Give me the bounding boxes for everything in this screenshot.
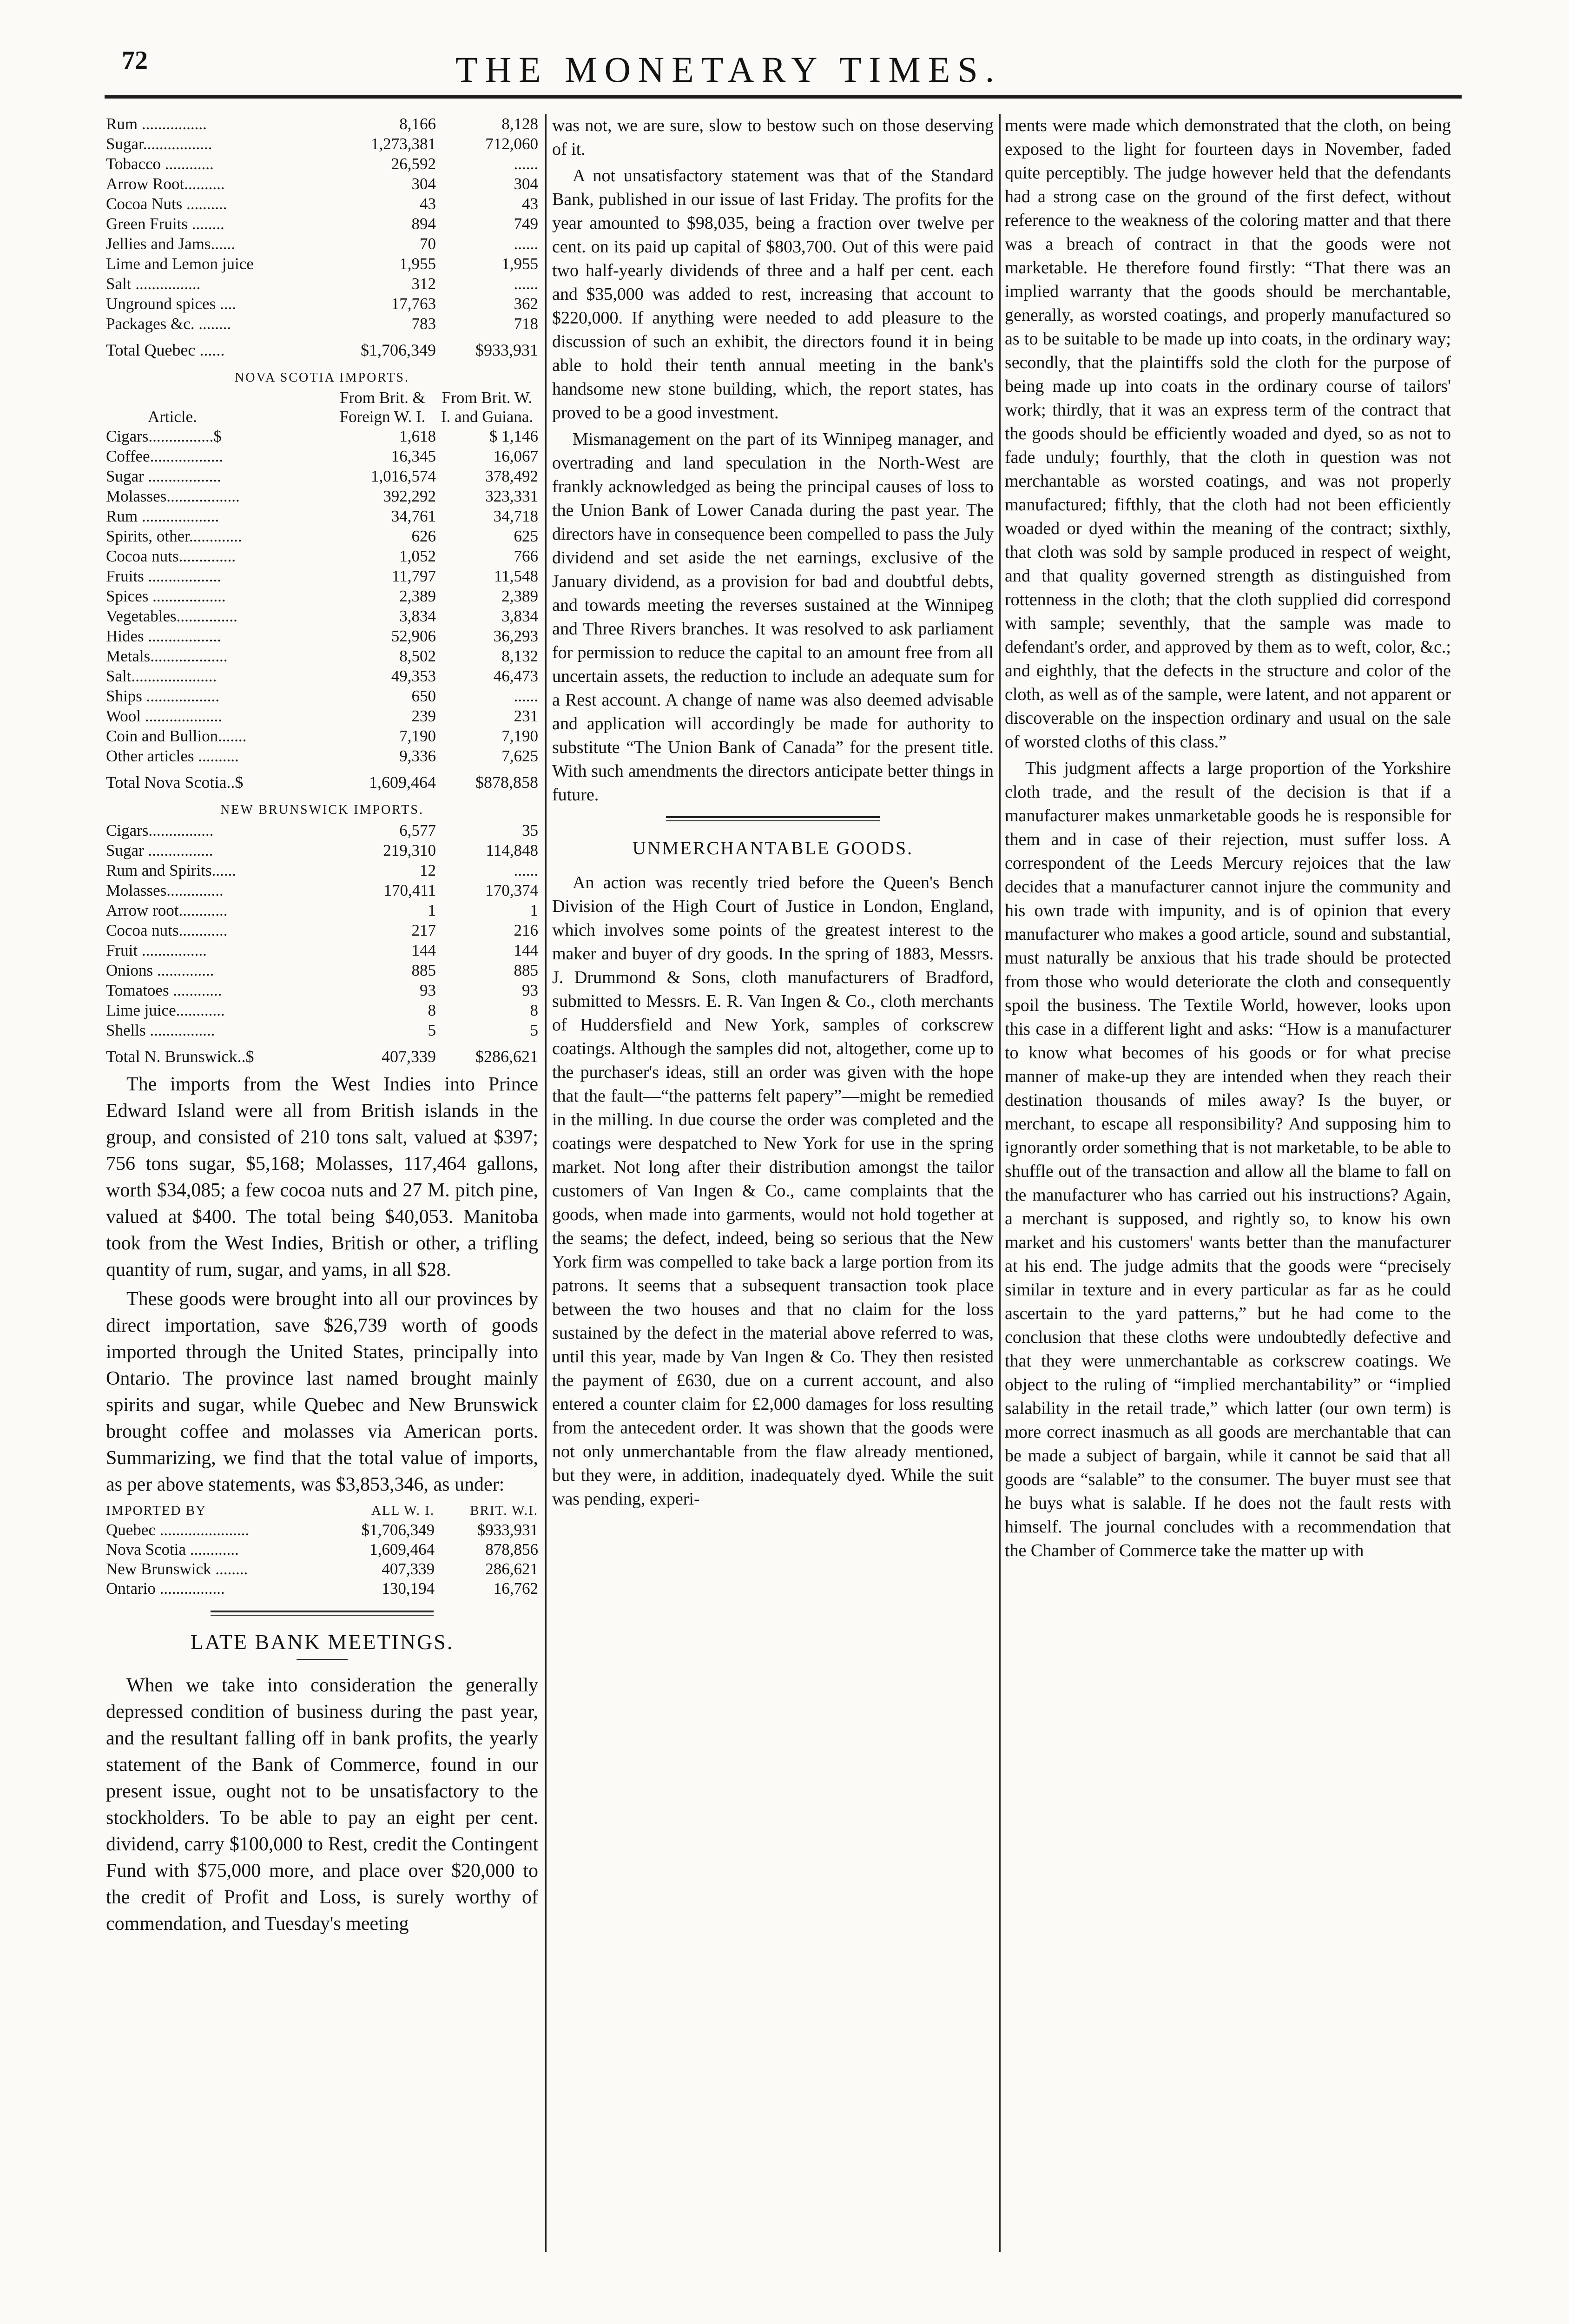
- value-cell: 1,609,464: [369, 773, 436, 792]
- section-divider: [666, 816, 880, 821]
- table-row: [106, 646, 538, 666]
- article-cell: Jellies and Jams......: [106, 235, 236, 253]
- table-row: [106, 746, 538, 766]
- value-cell: 885: [514, 961, 538, 979]
- value-cell: 1,955: [501, 255, 538, 273]
- article-paragraph: When we take into consideration the generally depressed condition of business during the past year, and the resultant falling off in bank profits, the yearly statement of the Bank of Commerce, found in our present issue, ought not to be unsatisfactory to the stockholders. To be able to pay an eight per cent. dividend, carry $100,000 to Rest, credit the Contingent Fund with $75,000 more, and place over $20,000 to the credit of Profit and Loss, is surely worthy of commendation, and Tuesday's meeting: [106, 1675, 538, 1934]
- value-cell: 323,331: [485, 487, 538, 505]
- value-cell: 878,856: [485, 1540, 538, 1558]
- value-cell: 749: [514, 215, 538, 233]
- value-cell: $1,706,349: [361, 341, 436, 359]
- table-row: [106, 920, 538, 940]
- nova-scotia-column-headers: [106, 388, 538, 426]
- article-cell: Fruits ..................: [106, 567, 221, 585]
- table-row: [106, 960, 538, 980]
- nova-scotia-imports-table: [106, 426, 538, 797]
- value-cell: 7,190: [399, 727, 436, 745]
- table-row: [106, 686, 538, 706]
- value-cell: 16,067: [493, 447, 538, 465]
- value-cell: 52,906: [391, 627, 436, 645]
- col-article: Article.: [148, 408, 197, 426]
- value-cell: 2,389: [399, 587, 436, 605]
- masthead-title: THE MONETARY TIMES.: [455, 49, 1002, 90]
- value-cell: 70: [420, 235, 436, 253]
- value-cell: $933,931: [477, 1521, 538, 1539]
- article-cell: Sugar ................: [106, 841, 213, 859]
- new-brunswick-heading: NEW BRUNSWICK IMPORTS.: [220, 803, 424, 817]
- value-cell: 8,132: [501, 647, 538, 665]
- article-cell: Metals...................: [106, 647, 228, 665]
- value-cell: 312: [411, 275, 436, 293]
- article-cell: Onions ..............: [106, 961, 214, 979]
- table-row: [106, 706, 538, 726]
- column-divider: [999, 114, 1001, 2252]
- article-cell: Arrow Root..........: [106, 175, 225, 193]
- value-cell: 8: [530, 1001, 538, 1019]
- table-row: [106, 114, 538, 134]
- article-paragraph: An action was recently tried before the Queen's Bench Division of the High Court of Justice in London, England, which involves some points of the greatest interest to the maker and buyer of dry goods. In the spring of 1883, Messrs. J. Drummond & Sons, cloth manufacturers of Bradford, submitted to Messrs. E. R. Van Ingen & Co., cloth merchants of Huddersfield and New York, samples of corkscrew coatings. Although the samples did not, altogether, come up to the purchaser's ideas, still an order was given with the hope that the fault—“the patterns felt papery”—might be remedied in the milling. In due course the order was completed and the coatings were despatched to New York for use in the spring market. Not long after their distribution amongst the tailor customers of Van Ingen & Co., came complaints that the goods, when made into garments, would not hold together at the seams; the defect, indeed, being so serious that the New York firm was compelled to take back a large portion from its patrons. It seems that a subsequent transaction took place between the two houses and that no claim for the loss sustained by the defect in the material above referred to was, until this year, made by Van Ingen & Co. They then resisted the payment of £630, due on a current account, and also entered a counter claim for £2,000 damages for loss resulting from the antecedent order. It was shown that the goods were not only unmerchantable from the flaw already mentioned, but they were, in addition, inadequately dyed. While the suit was pending, experi-: [552, 873, 994, 1509]
- col-from-brit-guiana: From Brit. W. I. and Guiana.: [441, 389, 534, 426]
- value-cell: $1,706,349: [361, 1521, 435, 1539]
- value-cell: 6,577: [399, 821, 436, 839]
- value-cell: ......: [514, 235, 538, 253]
- article-cell: Total N. Brunswick..$: [106, 1047, 254, 1066]
- article-cell: Lime and Lemon juice: [106, 255, 254, 273]
- total-row: [106, 1040, 538, 1071]
- article-cell: Fruit ................: [106, 941, 207, 959]
- article-cell: Salt ................: [106, 275, 201, 293]
- heading-rule: [297, 1659, 348, 1660]
- table-row: [106, 1540, 538, 1559]
- value-cell: 144: [514, 941, 538, 959]
- value-cell: 1,273,381: [371, 135, 436, 153]
- value-cell: 783: [411, 315, 436, 333]
- table-row: [106, 506, 538, 526]
- value-cell: $286,621: [475, 1047, 538, 1066]
- article-cell: Cocoa nuts............: [106, 921, 228, 939]
- value-cell: 650: [411, 687, 436, 705]
- value-cell: 93: [420, 981, 436, 999]
- value-cell: 894: [411, 215, 436, 233]
- value-cell: ......: [514, 687, 538, 705]
- value-cell: 93: [522, 981, 538, 999]
- table-row: [106, 1000, 538, 1020]
- article-cell: Unground spices ....: [106, 295, 236, 313]
- value-cell: 144: [411, 941, 436, 959]
- table-row: [106, 294, 538, 314]
- table-row: [106, 980, 538, 1000]
- value-cell: ......: [514, 861, 538, 879]
- summary-col-brit: BRIT. W.I.: [470, 1503, 538, 1518]
- table-row: [106, 840, 538, 860]
- value-cell: 1: [428, 901, 436, 919]
- table-row: [106, 900, 538, 920]
- value-cell: 1: [530, 901, 538, 919]
- total-row: [106, 334, 538, 365]
- article-cell: Cocoa nuts..............: [106, 547, 236, 565]
- value-cell: 392,292: [383, 487, 436, 505]
- article-cell: Hides ..................: [106, 627, 221, 645]
- value-cell: 712,060: [485, 135, 538, 153]
- value-cell: 9,336: [399, 747, 436, 765]
- value-cell: 1,052: [399, 547, 436, 565]
- table-row: [106, 566, 538, 586]
- table-row: [106, 274, 538, 294]
- article-paragraph: The imports from the West Indies into Prince Edward Island were all from British islands in the group, and consisted of 210 tons salt, valued at $397; 756 tons sugar, $5,168; Molasses, 117,464 gallons, worth $34,085; a few cocoa nuts and 27 M. pitch pine, valued at $400. The total being $40,053. Manitoba took from the West Indies, British or other, a trifling quantity of rum, sugar, and yams, in all $28.: [106, 1074, 538, 1281]
- article-cell: Green Fruits ........: [106, 215, 224, 233]
- province-cell: Ontario ................: [106, 1579, 225, 1598]
- article-cell: Spirits, other.............: [106, 527, 242, 545]
- value-cell: 7,625: [501, 747, 538, 765]
- table-row: [106, 526, 538, 546]
- article-cell: Cocoa Nuts ..........: [106, 195, 227, 213]
- article-cell: Rum ................: [106, 115, 207, 133]
- article-cell: Salt.....................: [106, 667, 217, 685]
- imports-summary-table: [106, 1501, 538, 1598]
- value-cell: 26,592: [391, 155, 436, 173]
- table-row: [106, 446, 538, 466]
- table-row: [106, 666, 538, 686]
- article-cell: Rum and Spirits......: [106, 861, 237, 879]
- article-cell: Coin and Bullion.......: [106, 727, 247, 745]
- value-cell: 34,761: [391, 507, 436, 525]
- article-paragraph: A not unsatisfactory statement was that of the Standard Bank, published in our issue of last Friday. The profits for the year amounted to $98,035, being a fraction over twelve per cent. on its paid up capital of $803,700. Out of this were paid two half-yearly dividends of three and a half per cent. each and $35,000 was added to rest, increasing that account to $220,000. If anything were needed to add pleasure to the discussion of such an exhibit, the directors found it in being able to hold their tenth annual meeting in the bank's handsome new stone building, which, the report states, has proved to be a good investment.: [552, 166, 994, 423]
- article-cell: Vegetables...............: [106, 607, 237, 625]
- value-cell: 36,293: [493, 627, 538, 645]
- article-cell: Coffee..................: [106, 447, 224, 465]
- value-cell: 378,492: [485, 467, 538, 485]
- article-cell: Lime juice............: [106, 1001, 225, 1019]
- table-row: [106, 1520, 538, 1540]
- table-row: [106, 234, 538, 254]
- table-row: [106, 820, 538, 840]
- value-cell: 885: [411, 961, 436, 979]
- article-paragraph: ments were made which demonstrated that the cloth, on being exposed to the light for fourteen days in November, faded quite perceptibly. The judge however held that the defendants had a strong case on the ground of the first defect, without reference to the weakness of the coloring matter and that there was a breach of contract in that the goods were not marketable. He therefore found firstly: “That there was an implied warranty that the goods should be merchantable, generally, as worsted coatings, and properly manufactured so as to be suitable to be made up into coats, in the ordinary way; secondly, that the plaintiffs sold the cloth for the purpose of being made up into coats in the ordinary course of tailors' work; thirdly, that it was an express term of the contract that the goods should be efficiently woaded and dyed, so as not to fade unduly; fourthly, that the cloth in question was not merchantable as worsted coatings, and was not properly manufactured; fifthly, that the cloth had not been efficiently woaded or dyed within the meaning of the contract; sixthly, that cloth was sold by sample produced in respect of weight, and that quality governed strength as distinguished from rottenness in the cloth; that the cloth supplied did correspond with sample; seventhly, that the sample was made to defendant's order, and approved by them as to weft, color, &c.; and eighthly, that the defects in the structure and color of the cloth, as well as of the sample, were latent, and not apparent or discoverable on the inspection ordinary and usual on the sale of worsted cloths of this class.”: [1005, 116, 1451, 752]
- value-cell: 8: [428, 1001, 436, 1019]
- value-cell: $ 1,146: [489, 427, 538, 445]
- value-cell: 46,473: [493, 667, 538, 685]
- article-paragraph: was not, we are sure, slow to bestow such on those deserving of it.: [552, 116, 994, 159]
- article-cell: Tomatoes ............: [106, 981, 222, 999]
- article-paragraph: These goods were brought into all our provinces by direct importation, save $26,739 worth of goods imported through the United States, principally into Ontario. The province last named brought mainly spirits and sugar, while Quebec and New Brunswick brought coffee and molasses via American ports. Summarizing, we find that the total value of imports, as per above statements, was $3,853,346, as under:: [106, 1288, 538, 1495]
- value-cell: 626: [411, 527, 436, 545]
- value-cell: 5: [428, 1021, 436, 1039]
- column-2: [552, 114, 994, 2280]
- section-divider: [211, 1611, 434, 1616]
- value-cell: 11,548: [494, 567, 538, 585]
- table-row: [106, 586, 538, 606]
- article-cell: Total Nova Scotia..$: [106, 773, 244, 792]
- table-row: [106, 174, 538, 194]
- value-cell: 625: [514, 527, 538, 545]
- value-cell: 1,016,574: [371, 467, 436, 485]
- table-row: [106, 194, 538, 214]
- value-cell: 304: [411, 175, 436, 193]
- article-cell: Tobacco ............: [106, 155, 214, 173]
- article-cell: Cigars................$: [106, 427, 222, 445]
- value-cell: 35: [522, 821, 538, 839]
- table-row: [106, 1579, 538, 1598]
- table-row: [106, 466, 538, 486]
- value-cell: 130,194: [382, 1579, 435, 1598]
- value-cell: 5: [530, 1021, 538, 1039]
- province-cell: New Brunswick ........: [106, 1560, 248, 1578]
- value-cell: 718: [514, 315, 538, 333]
- article-cell: Cigars................: [106, 821, 214, 839]
- new-brunswick-imports-table: [106, 820, 538, 1071]
- value-cell: 43: [420, 195, 436, 213]
- article-cell: Total Quebec ......: [106, 341, 225, 359]
- nova-scotia-heading: NOVA SCOTIA IMPORTS.: [235, 370, 409, 385]
- table-row: [106, 486, 538, 506]
- table-row: [106, 940, 538, 960]
- table-row: [106, 154, 538, 174]
- value-cell: 1,618: [399, 427, 436, 445]
- article-cell: Shells ................: [106, 1021, 215, 1039]
- value-cell: 3,834: [399, 607, 436, 625]
- value-cell: 7,190: [501, 727, 538, 745]
- value-cell: 286,621: [485, 1560, 538, 1578]
- value-cell: 1,609,464: [369, 1540, 435, 1558]
- table-row: [106, 626, 538, 646]
- value-cell: 407,339: [382, 1047, 436, 1066]
- article-cell: Molasses..............: [106, 881, 224, 899]
- article-paragraph: Mismanagement on the part of its Winnipeg manager, and overtrading and land speculation in the North-West are frankly acknowledged as being the principal causes of loss to the Union Bank of Lower Canada during the past year. The directors have in consequence been compelled to pass the July dividend and set aside the net earnings, exclusive of the January dividend, as a provision for bad and doubtful debts, and towards meeting the reverses sustained at the Winnipeg and Three Rivers branches. It was resolved to ask parliament for permission to reduce the capital to an amount free from all uncertain assets, the reduction to include an adequate sum for a Rest account. A change of name was also deemed advisable and application will accordingly be made for authority to substitute “The Union Bank of Canada” for the present title. With such amendments the directors anticipate better things in future.: [552, 429, 994, 805]
- value-cell: 407,339: [382, 1560, 435, 1578]
- value-cell: 362: [514, 295, 538, 313]
- value-cell: 34,718: [493, 507, 538, 525]
- table-row: [106, 606, 538, 626]
- value-cell: $933,931: [475, 341, 538, 359]
- value-cell: 766: [514, 547, 538, 565]
- province-cell: Quebec ......................: [106, 1521, 250, 1539]
- unmerchantable-goods-heading: UNMERCHANTABLE GOODS.: [632, 838, 914, 858]
- article-cell: Spices ..................: [106, 587, 226, 605]
- late-bank-meetings-heading: LATE BANK MEETINGS.: [190, 1630, 454, 1654]
- article-cell: Wool ...................: [106, 707, 222, 725]
- province-cell: Nova Scotia ............: [106, 1540, 239, 1558]
- article-cell: Sugar.................: [106, 135, 212, 153]
- article-paragraph: This judgment affects a large proportion of the Yorkshire cloth trade, and the result of the decision is that if a manufacturer makes unmarketable goods he is responsible for them and in case of their rejection, must suffer loss. A correspondent of the Leeds Mercury rejoices that the law decides that a manufacturer cannot injure the community and his own trade with impunity, and is of opinion that every manufacturer who makes a good article, sound and substantial, must naturally be anxious that his trade should be protected from those who would deteriorate the cloth and consequently spoil the business. The Textile World, however, looks upon this case in a different light and asks: “How is a manufacturer to know what becomes of his goods or for what precise manner of make-up they are intended when they reach their destination thousands of miles away? Is the buyer, or merchant, to escape all responsibility? And supposing him to ignorantly order something that is not marketable, to be able to shuffle out of the transaction and allow all the blame to fall on the manufacturer who has carried out his instructions? Again, a merchant is supposed, and rightly so, to know his own market and his customers' wants better than the manufacturer at his end. The judge admits that the goods were “precisely similar in texture and in every particular as far as he could ascertain to the yard patterns,” but he had come to the conclusion that these cloths were undoubtedly defective and that they were unmerchantable as corkscrew coatings. We object to the ruling of “implied merchantability” or “implied salability in the retail trade,” which latter (our own term) is more correct inasmuch as all goods are merchantable that can be made a subject of bargain, while it cannot be said that all goods are “salable” to the consumer. The buyer must see that he buys what is salable. If he does not the fault rests with himself. The journal concludes with a recommendation that the Chamber of Commerce take the matter up with: [1005, 759, 1451, 1560]
- column-3: [1005, 114, 1451, 2280]
- table-row: [106, 134, 538, 154]
- value-cell: 11,797: [392, 567, 436, 585]
- table-row: [106, 426, 538, 446]
- article-cell: Sugar ..................: [106, 467, 221, 485]
- value-cell: 17,763: [391, 295, 436, 313]
- column-1: [106, 114, 538, 2280]
- value-cell: 12: [420, 861, 436, 879]
- value-cell: 49,353: [391, 667, 436, 685]
- column-divider: [545, 114, 547, 2252]
- quebec-imports-table: [106, 114, 538, 365]
- table-row: [106, 546, 538, 566]
- value-cell: ......: [514, 275, 538, 293]
- value-cell: 16,762: [493, 1579, 538, 1598]
- value-cell: 170,411: [383, 881, 436, 899]
- table-row: [106, 880, 538, 900]
- value-cell: $878,858: [475, 773, 538, 792]
- article-cell: Rum ...................: [106, 507, 219, 525]
- col-from-brit-foreign: From Brit. & Foreign W. I.: [339, 389, 426, 426]
- value-cell: 8,166: [399, 115, 436, 133]
- value-cell: 239: [411, 707, 436, 725]
- table-row: [106, 1020, 538, 1040]
- value-cell: 170,374: [485, 881, 538, 899]
- value-cell: 43: [522, 195, 538, 213]
- value-cell: 216: [514, 921, 538, 939]
- page-number: 72: [122, 46, 148, 75]
- value-cell: 304: [514, 175, 538, 193]
- value-cell: ......: [514, 155, 538, 173]
- article-cell: Packages &c. ........: [106, 315, 231, 333]
- table-row: [106, 314, 538, 334]
- table-row: [106, 726, 538, 746]
- value-cell: 114,848: [486, 841, 538, 859]
- value-cell: 8,128: [501, 115, 538, 133]
- table-row: [106, 254, 538, 274]
- header-rule: [105, 95, 1462, 99]
- article-cell: Other articles ..........: [106, 747, 239, 765]
- table-row: [106, 860, 538, 880]
- article-cell: Ships ..................: [106, 687, 220, 705]
- table-row: [106, 214, 538, 234]
- value-cell: 8,502: [399, 647, 436, 665]
- table-row: [106, 1559, 538, 1579]
- article-cell: Molasses..................: [106, 487, 240, 505]
- article-cell: Arrow root............: [106, 901, 228, 919]
- value-cell: 3,834: [501, 607, 538, 625]
- value-cell: 219,310: [383, 841, 436, 859]
- value-cell: 231: [514, 707, 538, 725]
- value-cell: 16,345: [391, 447, 436, 465]
- value-cell: 2,389: [501, 587, 538, 605]
- summary-col-label: IMPORTED BY: [106, 1503, 207, 1518]
- value-cell: 217: [411, 921, 436, 939]
- summary-col-all: ALL W. I.: [371, 1503, 435, 1518]
- value-cell: 1,955: [399, 255, 436, 273]
- total-row: [106, 766, 538, 797]
